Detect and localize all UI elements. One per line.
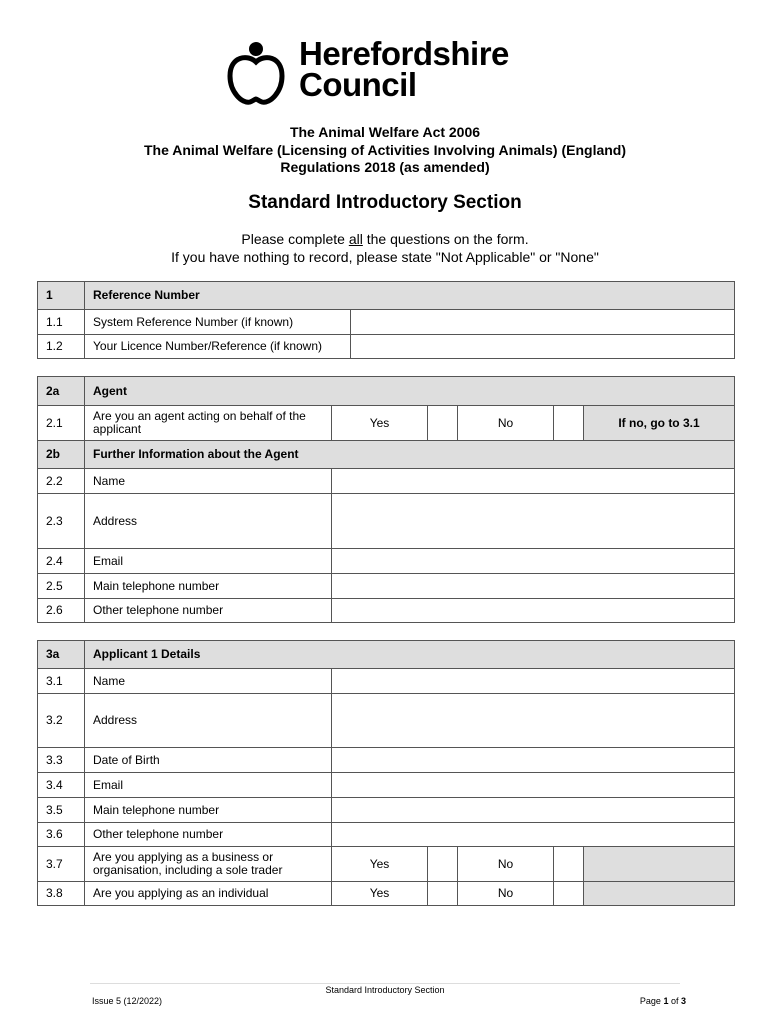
agent-address-field[interactable] (332, 494, 735, 549)
yes-label: Yes (332, 847, 428, 882)
row-label: Email (85, 549, 332, 574)
footer-divider (90, 983, 680, 984)
no-label: No (458, 847, 554, 882)
date-of-birth-field[interactable] (332, 748, 735, 773)
yes-label: Yes (332, 406, 428, 441)
row-number: 2.5 (38, 574, 85, 599)
row-number: 1.1 (38, 310, 85, 335)
row-number: 2.4 (38, 549, 85, 574)
row-label: System Reference Number (if known) (85, 310, 351, 335)
agent-other-phone-field[interactable] (332, 599, 735, 623)
row-label: Main telephone number (85, 798, 332, 823)
no-label: No (458, 882, 554, 906)
row-number: 1.2 (38, 335, 85, 359)
row-label: Are you applying as a business or organisation, including a sole trader (85, 847, 332, 882)
individual-yes-checkbox[interactable] (428, 882, 458, 906)
row-label: Name (85, 669, 332, 694)
applicant-table (37, 640, 735, 906)
agent-email-field[interactable] (332, 549, 735, 574)
table-row (38, 748, 735, 773)
row-number: 3.7 (38, 847, 85, 882)
shaded-cell (584, 882, 735, 906)
table-row (38, 494, 735, 549)
regulations-heading-line2: Regulations 2018 (as amended) (280, 159, 490, 175)
licence-number-field[interactable] (351, 335, 735, 359)
table-row (38, 406, 735, 441)
row-number: 3.8 (38, 882, 85, 906)
intro-line2: If you have nothing to record, please state "Not Applicable" or "None" (171, 249, 599, 265)
business-no-checkbox[interactable] (554, 847, 584, 882)
agent-table (37, 376, 735, 623)
individual-no-checkbox[interactable] (554, 882, 584, 906)
row-label: Main telephone number (85, 574, 332, 599)
row-label: Date of Birth (85, 748, 332, 773)
applicant-other-phone-field[interactable] (332, 823, 735, 847)
agent-name-field[interactable] (332, 469, 735, 494)
section-title: Reference Number (85, 282, 735, 310)
shaded-cell (584, 847, 735, 882)
table-row (38, 669, 735, 694)
act-heading: The Animal Welfare Act 2006 (289, 124, 481, 140)
reference-number-table (37, 281, 735, 359)
agent-main-phone-field[interactable] (332, 574, 735, 599)
org-name-line2: Council (299, 66, 417, 103)
agent-yes-checkbox[interactable] (428, 406, 458, 441)
table-row (38, 310, 735, 335)
table-row (38, 882, 735, 906)
section-number: 1 (38, 282, 85, 310)
intro-text (0, 230, 770, 266)
table-row (38, 823, 735, 847)
row-label: Address (85, 494, 332, 549)
table-row (38, 335, 735, 359)
row-number: 2.6 (38, 599, 85, 623)
row-label: Other telephone number (85, 823, 332, 847)
section-title: Further Information about the Agent (85, 441, 735, 469)
row-number: 2.1 (38, 406, 85, 441)
row-label: Are you applying as an individual (85, 882, 332, 906)
page-title: Standard Introductory Section (248, 192, 522, 213)
footer-page-number: Page 1 of 3 (639, 996, 686, 1006)
row-number: 3.4 (38, 773, 85, 798)
table-row (38, 599, 735, 623)
intro-line1: Please complete all the questions on the form. (241, 231, 529, 247)
table-row (38, 847, 735, 882)
row-number: 3.6 (38, 823, 85, 847)
applicant-main-phone-field[interactable] (332, 798, 735, 823)
system-reference-field[interactable] (351, 310, 735, 335)
applicant-address-field[interactable] (332, 694, 735, 748)
table-row (38, 574, 735, 599)
section-title: Agent (85, 377, 735, 406)
row-label: Email (85, 773, 332, 798)
table-row (38, 469, 735, 494)
applicant-email-field[interactable] (332, 773, 735, 798)
row-label: Other telephone number (85, 599, 332, 623)
footer-section-name: Standard Introductory Section (325, 985, 445, 995)
footer-issue: Issue 5 (12/2022) (92, 996, 163, 1006)
row-number: 3.2 (38, 694, 85, 748)
table-row (38, 694, 735, 748)
row-number: 2.2 (38, 469, 85, 494)
row-number: 3.1 (38, 669, 85, 694)
row-label: Your Licence Number/Reference (if known) (85, 335, 351, 359)
table-row (38, 773, 735, 798)
section-number: 2a (38, 377, 85, 406)
row-number: 3.3 (38, 748, 85, 773)
agent-no-checkbox[interactable] (554, 406, 584, 441)
row-number: 2.3 (38, 494, 85, 549)
skip-instruction: If no, go to 3.1 (584, 406, 735, 441)
row-label: Are you an agent acting on behalf of the applicant (85, 406, 332, 441)
section-number: 2b (38, 441, 85, 469)
no-label: No (458, 406, 554, 441)
business-yes-checkbox[interactable] (428, 847, 458, 882)
table-row (38, 549, 735, 574)
applicant-name-field[interactable] (332, 669, 735, 694)
apple-icon (226, 40, 286, 106)
council-logo (226, 35, 546, 108)
regulations-heading: The Animal Welfare (Licensing of Activities Involving Animals) (England) (143, 142, 627, 158)
section-title: Applicant 1 Details (85, 641, 735, 669)
table-row (38, 798, 735, 823)
row-label: Name (85, 469, 332, 494)
section-number: 3a (38, 641, 85, 669)
row-number: 3.5 (38, 798, 85, 823)
yes-label: Yes (332, 882, 428, 906)
row-label: Address (85, 694, 332, 748)
org-name-line1: Herefordshire (299, 35, 509, 72)
